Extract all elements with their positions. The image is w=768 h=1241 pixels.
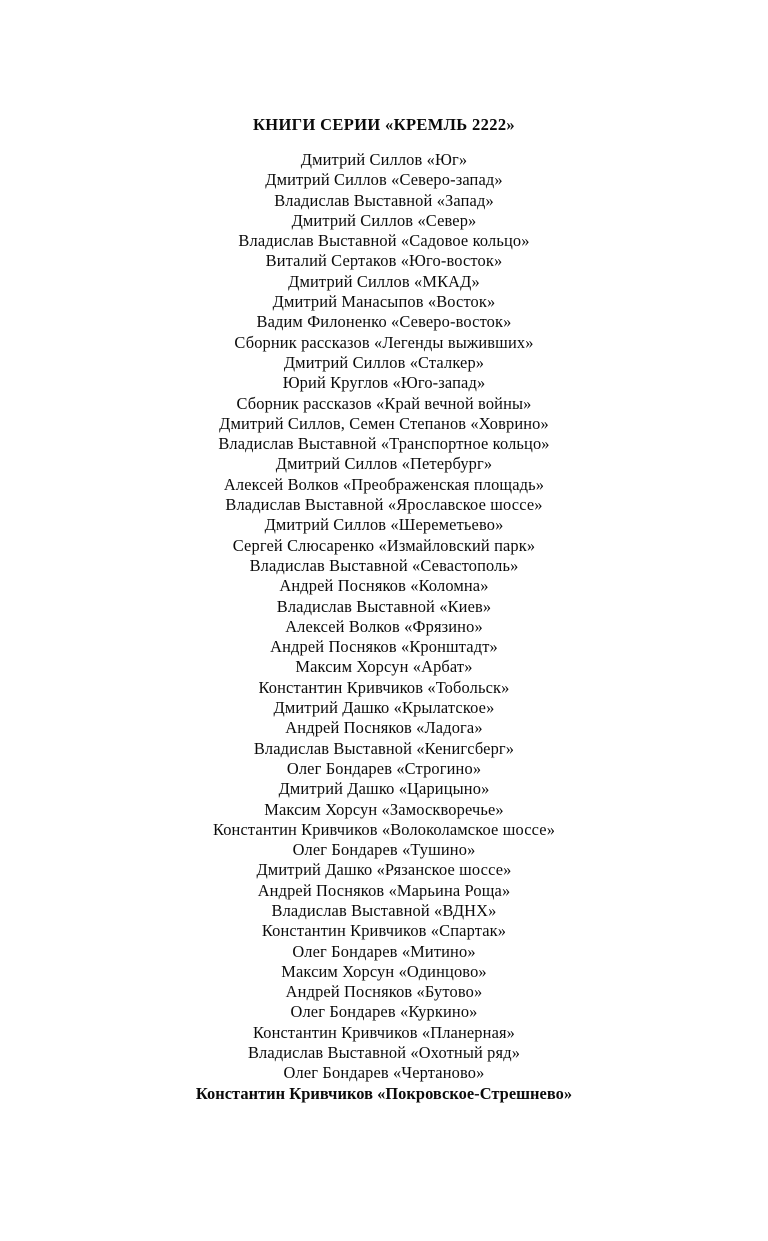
list-item: Максим Хорсун «Одинцово» (281, 961, 487, 981)
list-item: Андрей Посняков «Кронштадт» (270, 637, 498, 657)
list-item: Владислав Выставной «Охотный ряд» (247, 1043, 521, 1063)
page-title: КНИГИ СЕРИИ «КРЕМЛЬ 2222» (252, 115, 516, 135)
book-list (0, 150, 768, 1104)
list-item: Олег Бондарев «Куркино» (290, 1002, 478, 1022)
list-item: Максим Хорсун «Арбат» (295, 657, 473, 677)
list-item: Дмитрий Силлов «Север» (291, 210, 477, 230)
list-item: Константин Кривчиков «Планерная» (252, 1022, 516, 1042)
list-item: Олег Бондарев «Тушино» (292, 840, 476, 860)
list-item: Константин Кривчиков «Спартак» (261, 921, 507, 941)
list-item: Андрей Посняков «Бутово» (285, 982, 483, 1002)
list-item: Владислав Выставной «Транспортное кольцо» (218, 434, 550, 454)
list-item: Дмитрий Силлов «Шереметьево» (264, 515, 504, 535)
list-item: Андрей Посняков «Марьина Роща» (257, 880, 511, 900)
list-item: Владислав Выставной «Кенигсберг» (253, 738, 515, 758)
list-item: Андрей Посняков «Ладога» (285, 718, 483, 738)
list-item: Дмитрий Силлов, Семен Степанов «Ховрино» (219, 413, 549, 433)
list-item: Алексей Волков «Фрязино» (285, 616, 483, 636)
list-item: Сергей Слюсаренко «Измайловский парк» (232, 535, 536, 555)
list-item: Виталий Сертаков «Юго-восток» (265, 251, 503, 271)
list-item: Константин Кривчиков «Покровское-Стрешнево» (195, 1083, 573, 1103)
list-item: Максим Хорсун «Замоскворечье» (264, 799, 504, 819)
list-item: Владислав Выставной «ВДНХ» (271, 900, 497, 920)
list-item: Владислав Выставной «Севастополь» (249, 555, 519, 575)
list-item: Константин Кривчиков «Волоколамское шоссе» (212, 819, 556, 839)
list-item: Сборник рассказов «Край вечной войны» (236, 393, 532, 413)
list-item: Дмитрий Силлов «Юг» (300, 150, 468, 169)
list-item: Олег Бондарев «Строгино» (286, 758, 482, 778)
list-item: Владислав Выставной «Киев» (276, 596, 492, 616)
list-item: Владислав Выставной «Ярославское шоссе» (225, 495, 543, 515)
list-item: Дмитрий Силлов «МКАД» (288, 271, 480, 291)
list-item: Дмитрий Дашко «Крылатское» (273, 698, 495, 718)
list-item: Олег Бондарев «Митино» (292, 941, 476, 961)
list-item: Владислав Выставной «Запад» (274, 190, 494, 210)
list-item: Алексей Волков «Преображенская площадь» (223, 474, 545, 494)
list-item: Владислав Выставной «Садовое кольцо» (238, 231, 530, 251)
list-item: Дмитрий Силлов «Северо-запад» (265, 170, 503, 190)
list-item: Дмитрий Дашко «Царицыно» (278, 779, 490, 799)
list-item: Дмитрий Дашко «Рязанское шоссе» (256, 860, 512, 880)
list-item: Дмитрий Силлов «Сталкер» (283, 352, 485, 372)
list-item: Константин Кривчиков «Тобольск» (258, 677, 510, 697)
list-item: Дмитрий Манасыпов «Восток» (272, 292, 496, 312)
list-item: Вадим Филоненко «Северо-восток» (256, 312, 512, 332)
list-item: Сборник рассказов «Легенды выживших» (234, 332, 534, 352)
list-item: Андрей Посняков «Коломна» (279, 576, 489, 596)
list-item: Олег Бондарев «Чертаново» (283, 1063, 485, 1083)
list-item: Юрий Круглов «Юго-запад» (282, 373, 486, 393)
list-item: Дмитрий Силлов «Петербург» (275, 454, 493, 474)
